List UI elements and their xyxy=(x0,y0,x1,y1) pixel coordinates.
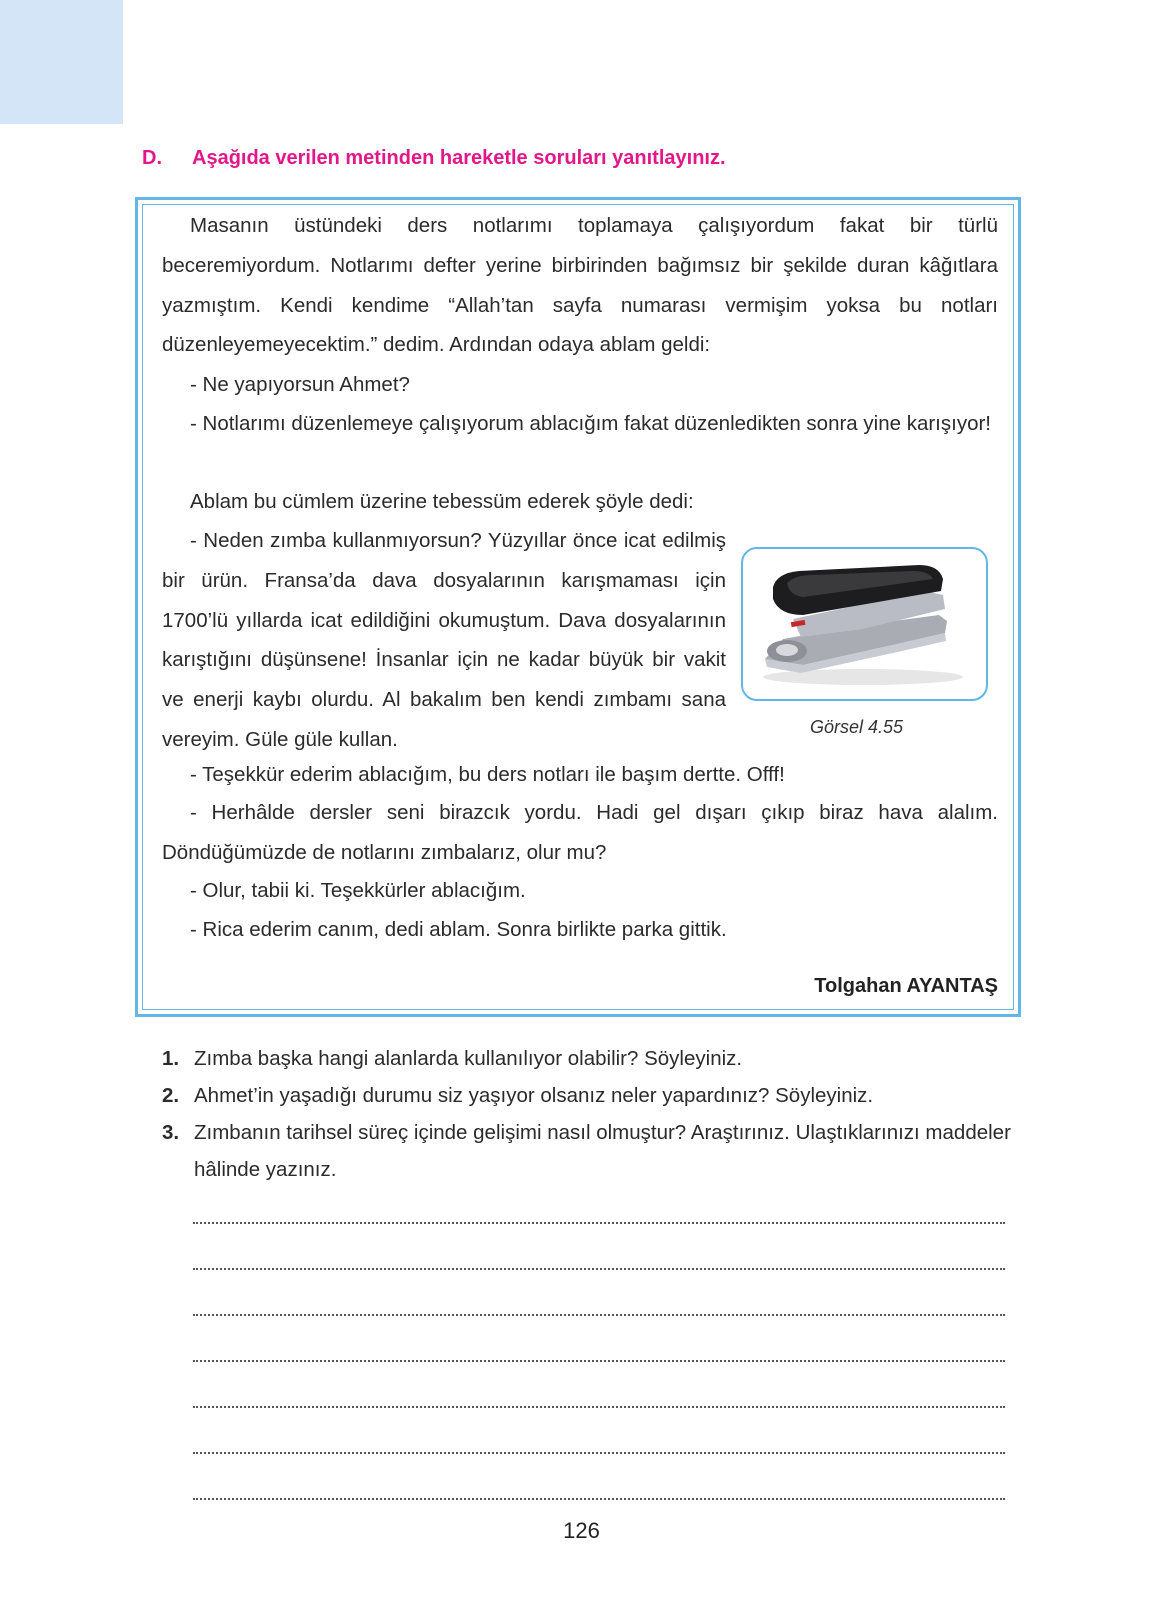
question-text: Zımbanın tarihsel süreç içinde gelişimi nasıl olmuştur? Araştırınız. Ulaştıklarınızı maddeler hâlinde yazınız. xyxy=(194,1121,1011,1181)
figure-caption: Görsel 4.55 xyxy=(810,717,904,737)
paragraph-5: - Neden zımba kullanmıyorsun? Yüzyıllar önce icat edilmiş bir ürün. Fransa’da dava dosyalarının karışmaması için 1700’lü yıllarda icat edildiğini okumuştum. Dava dosyalarının karıştığını düşünsene! İnsanlar için ne kadar büyük bir vakit ve enerji kaybı olurdu. Al bakalım ben kendi zımbamı sana vereyim. Güle güle kullan. xyxy=(162,529,726,751)
answer-line[interactable] xyxy=(193,1314,1005,1316)
author-name: Tolgahan AYANTAŞ xyxy=(814,975,998,997)
answer-line[interactable] xyxy=(193,1498,1005,1500)
figure-frame xyxy=(741,547,988,701)
question-item xyxy=(162,1040,1022,1077)
question-text: Zımba başka hangi alanlarda kullanılıyor olabilir? Söyleyiniz. xyxy=(194,1047,743,1070)
corner-tab xyxy=(0,0,123,124)
answer-line[interactable] xyxy=(193,1360,1005,1362)
answer-line[interactable] xyxy=(193,1406,1005,1408)
question-list xyxy=(162,1040,1022,1188)
section-letter: D. xyxy=(142,147,162,169)
paragraph-4: Ablam bu cümlem üzerine tebessüm ederek şöyle dedi: xyxy=(190,490,694,513)
stapler-image xyxy=(743,549,986,699)
question-number: 1. xyxy=(162,1047,180,1070)
paragraph-3: - Notlarımı düzenlemeye çalışıyorum ablacığım fakat düzenledikten sonra yine karışıyor! xyxy=(190,412,991,435)
question-item xyxy=(162,1114,1022,1188)
paragraph-7: - Herhâlde dersler seni birazcık yordu. Hadi gel dışarı çıkıp biraz hava alalım. Döndüğümüzde de notlarını zımbalarız, olur mu? xyxy=(162,801,998,864)
answer-line[interactable] xyxy=(193,1452,1005,1454)
paragraph-1: Masanın üstündeki ders notlarımı toplamaya çalışıyordum fakat bir türlü beceremiyordum. Notlarımı defter yerine birbirinden bağımsız bir şekilde duran kâğıtlara yazmıştım. Kendi kendime “Allah’tan sayfa numarası vermişim yoksa bu notları düzenleyemeyecektim.” dedim. Ardından odaya ablam geldi: xyxy=(162,214,998,357)
paragraph-2: - Ne yapıyorsun Ahmet? xyxy=(190,373,410,396)
section-instruction: Aşağıda verilen metinden hareketle soruları yanıtlayınız. xyxy=(192,147,726,169)
question-item xyxy=(162,1077,1022,1114)
answer-line[interactable] xyxy=(193,1268,1005,1270)
paragraph-6: - Teşekkür ederim ablacığım, bu ders notları ile başım dertte. Offf! xyxy=(190,763,785,786)
answer-line[interactable] xyxy=(193,1222,1005,1224)
question-text: Ahmet’in yaşadığı durumu siz yaşıyor olsanız neler yapardınız? Söyleyiniz. xyxy=(194,1084,874,1107)
paragraph-9: - Rica ederim canım, dedi ablam. Sonra birlikte parka gittik. xyxy=(190,918,727,941)
paragraph-8: - Olur, tabii ki. Teşekkürler ablacığım. xyxy=(190,879,526,902)
page-number: 126 xyxy=(563,1518,600,1543)
question-number: 3. xyxy=(162,1121,180,1144)
question-number: 2. xyxy=(162,1084,180,1107)
